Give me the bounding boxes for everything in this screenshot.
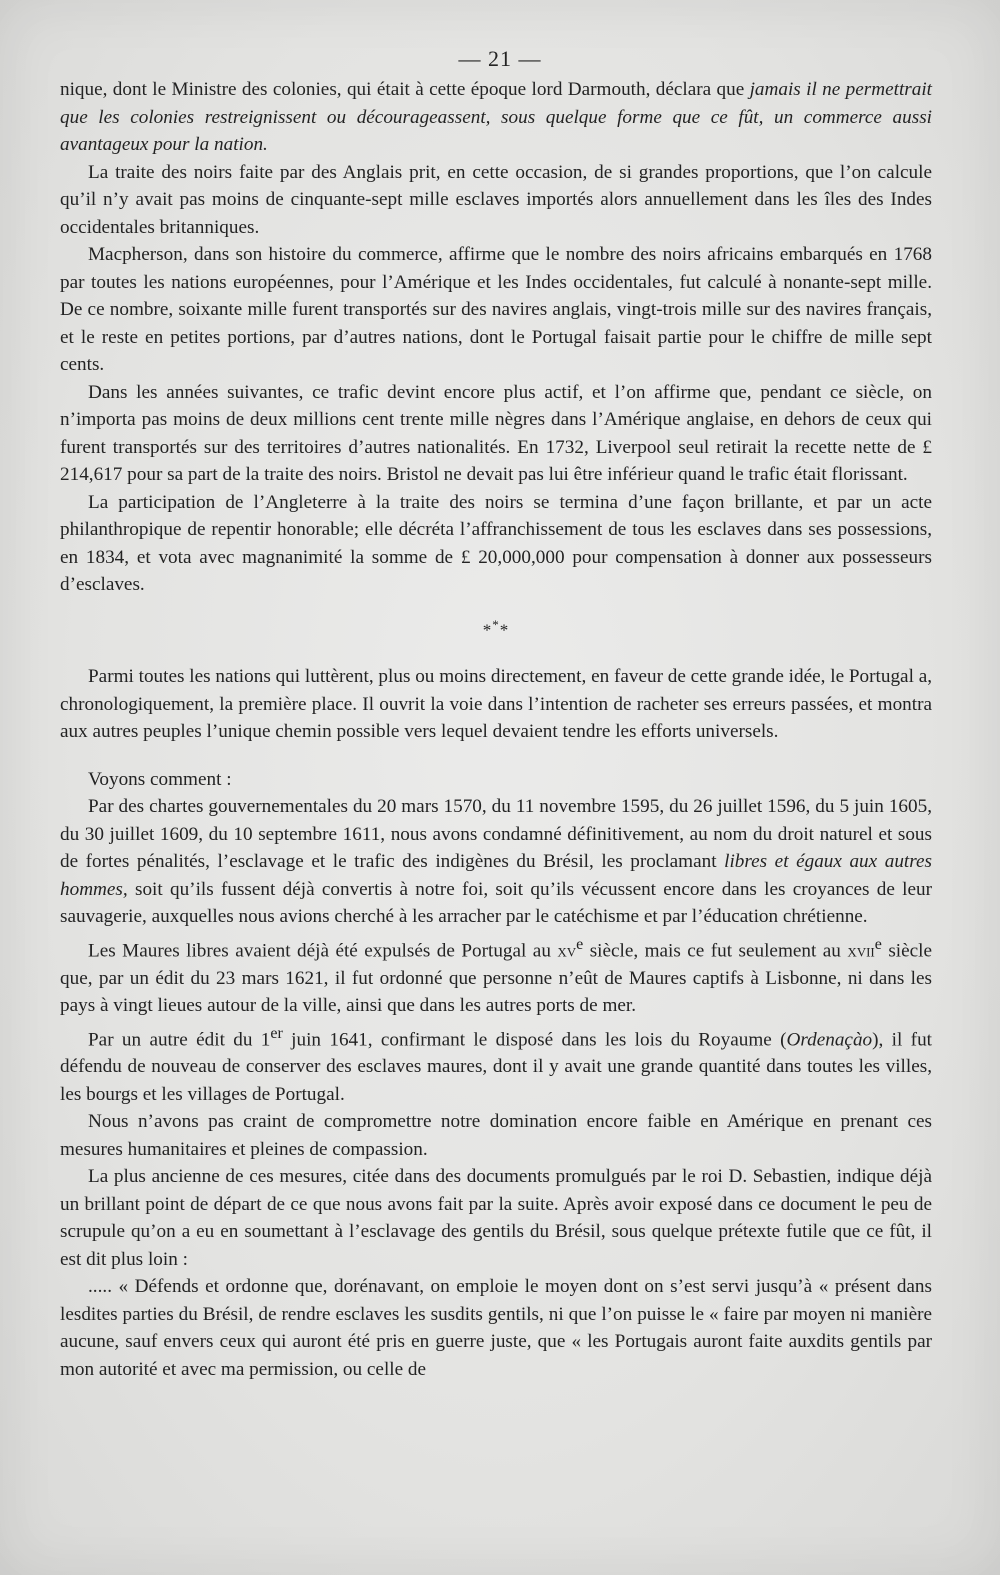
- text-run: siècle, mais ce fut seulement au: [583, 940, 848, 962]
- paragraph: [60, 1108, 932, 1163]
- small-caps-text: xvii: [847, 940, 875, 962]
- paragraph: [60, 489, 932, 599]
- asterism-left: *: [482, 620, 493, 640]
- paragraph: [60, 76, 932, 159]
- asterism-top: *: [492, 616, 500, 632]
- paragraph: [60, 379, 932, 489]
- text-run: Dans les années suivantes, ce trafic devint encore plus actif, et l’on affirme que, pendant ce siècle, on n’importa pas moins de deux millions cent trente mille nègres dans l’Amérique anglaise, en dehors de ceux qui furent transportés sur des territoires d’autres nationalités. En 1732, Liverpool seul retirait la recette nette de £ 214,617 pour sa part de la traite des noirs. Bristol ne devait pas lui être inférieur quand le trafic était florissant.: [60, 381, 932, 485]
- text-run: Macpherson, dans son histoire du commerce, affirme que le nombre des noirs africains embarqués en 1768 par toutes les nations européennes, pour l’Amérique et les Indes occidentales, fut calculé à nonante-sept mille. De ce nombre, soixante mille furent transportés sur des navires anglais, vingt-trois mille sur des navires français, et le reste en petites portions, par d’autres nations, dont le Portugal faisait partie pour le chiffre de mille sept cents.: [60, 244, 932, 375]
- paragraph: [60, 663, 932, 746]
- small-caps-text: xv: [557, 940, 577, 962]
- text-run: Par des chartes gouvernementales du 20 mars 1570, du 11 novembre 1595, du 26 juillet 1596, du 5 juin 1605, du 30 juillet 1609, du 10 septembre 1611, nous avons condamné définitivement, au nom du droit naturel et sous de fortes pénalités, l’esclavage et le trafic des indigènes du Brésil, les proclamant: [60, 796, 932, 873]
- superscript-text: e: [576, 935, 584, 953]
- paragraph: [60, 159, 932, 242]
- text-run: Voyons comment :: [88, 768, 232, 790]
- superscript-text: er: [270, 1024, 283, 1042]
- body-text: [60, 76, 932, 1383]
- asterism-right: *: [499, 620, 510, 640]
- text-run: ..... « Défends et ordonne que, dorénavant, on emploie le moyen dont on s’est servi jusqu’à « présent dans lesdites parties du Brésil, de rendre esclaves les susdits gentils, ni que l’on puisse le « faire par moyen ni manière aucune, sauf envers ceux qui auront été pris en guerre juste, que « les Portugais auront faite auxdits gentils par mon autorité et avec ma permission, ou celle de: [60, 1276, 932, 1380]
- paragraph: [60, 931, 932, 1020]
- text-run: soit qu’ils fussent déjà convertis à notre foi, soit qu’ils vécussent encore dans les croyances de leur sauvagerie, auxquelles nous avions cherché à les arracher par le catéchisme et par l’éducation chrétienne.: [60, 878, 932, 928]
- text-run: ), il fut défendu de nouveau de conserver des esclaves maures, dont il y avait une grande quantité dans toutes les villes, les bourgs et les villages de Portugal.: [60, 1028, 932, 1105]
- page-number: — 21 —: [458, 46, 542, 71]
- text-run: Les Maures libres avaient déjà été expulsés de Portugal au: [88, 940, 558, 962]
- italic-text: jamais il ne permettrait que les colonies restreignissent ou décourageassent, sous quelque forme que ce fût, un commerce aussi avantageux pour la nation.: [60, 79, 932, 155]
- paragraph: [60, 766, 932, 794]
- text-run: Parmi toutes les nations qui luttèrent, plus ou moins directement, en faveur de cette grande idée, le Portugal a, chronologiquement, la première place. Il ouvrit la voie dans l’intention de racheter ses erreurs passées, et montra aux autres peuples l’unique chemin possible vers lequel devaient tendre les efforts universels.: [60, 666, 933, 743]
- superscript-text: e: [874, 935, 882, 953]
- text-run: La participation de l’Angleterre à la traite des noirs se termina d’une façon brillante, et par un acte philanthropique de repentir honorable; elle décréta l’affranchissement de tous les esclaves dans ses possessions, en 1834, et vota avec magnanimité la somme de £ 20,000,000 pour compensation à donner aux possesseurs d’esclaves.: [60, 491, 932, 595]
- section-separator: [60, 611, 932, 644]
- text-run: juin 1641, confirmant le disposé dans les lois du Royaume (: [282, 1028, 787, 1050]
- quotation: [60, 1273, 932, 1383]
- paragraph: [60, 1163, 932, 1273]
- text-run: La plus ancienne de ces mesures, citée dans des documents promulgués par le roi D. Sebastien, indique déjà un brillant point de départ de ce que nous avons fait par la suite. Après avoir exposé dans ce document le peu de scrupule qu’on a eu en soumettant à l’esclavage des gentils du Brésil, sous quelque prétexte futile que ce fût, il est dit plus loin :: [60, 1166, 932, 1270]
- text-run: Par un autre édit du 1: [88, 1028, 271, 1050]
- paragraph: [60, 1020, 932, 1109]
- text-run: Nous n’avons pas craint de compromettre notre domination encore faible en Amérique en prenant ces mesures humanitaires et pleines de compassion.: [60, 1111, 932, 1160]
- paragraph: [60, 241, 932, 379]
- text-run: siècle que, par un édit du 23 mars 1621, il fut ordonné que personne n’eût de Maures captifs à Lisbonne, ni dans les pays à vingt lieues autour de la ville, ainsi que dans les autres ports de mer.: [60, 940, 932, 1017]
- italic-text: libres et égaux aux autres hommes,: [60, 851, 932, 900]
- italic-text: Ordenaçào: [786, 1028, 873, 1050]
- paragraph: [60, 793, 932, 931]
- text-run: nique, dont le Ministre des colonies, qui était à cette époque lord Darmouth, déclara que: [60, 79, 750, 100]
- text-run: La traite des noirs faite par des Anglais prit, en cette occasion, de si grandes proportions, que l’on calcule qu’il n’y avait pas moins de cinquante-sept mille esclaves importés alors annuellement dans les îles des Indes occidentales britanniques.: [60, 161, 932, 238]
